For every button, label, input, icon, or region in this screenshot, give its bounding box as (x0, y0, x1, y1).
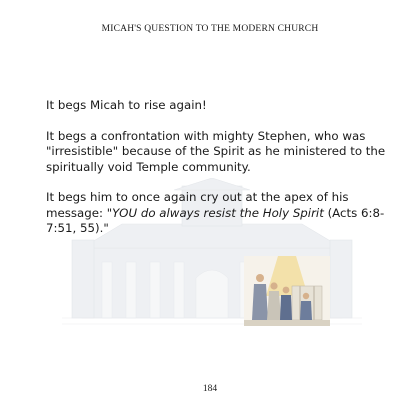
paragraph-1: It begs Micah to rise again! (46, 98, 207, 112)
paragraph-2: It begs a confrontation with mighty Stephen, who was "irresistible" because of the Spirit as he ministered to the spiritually void Temple community. (46, 128, 386, 174)
body-text (46, 98, 386, 252)
paragraph-3-tail: (Acts 6:8-7:51, 55)." (46, 205, 385, 235)
paragraph-3-lead: It begs him to once again cry out at the apex of his message: " (46, 190, 349, 220)
page-number: 184 (202, 384, 218, 394)
running-header: MICAH'S QUESTION TO THE MODERN CHURCH (101, 24, 319, 34)
paragraph-3-quote: YOU do always resist the Holy Spirit (112, 205, 324, 220)
biblical-scene-illustration (244, 256, 330, 326)
paragraph-3 (46, 190, 386, 237)
